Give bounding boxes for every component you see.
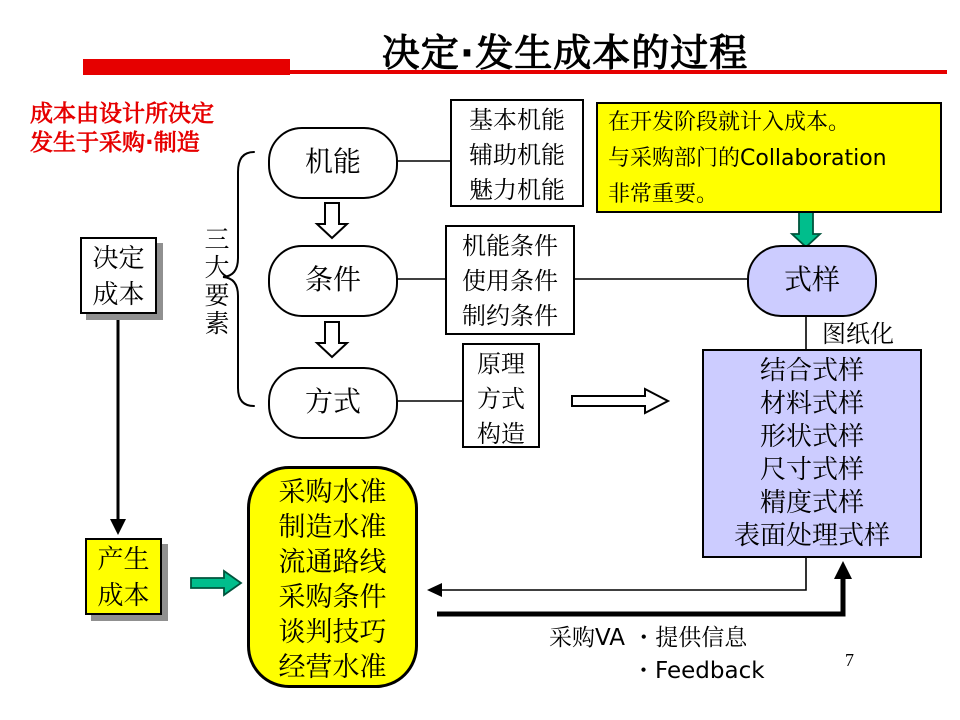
purchase-factors-box (247, 466, 418, 688)
cost-origin-note (30, 100, 214, 158)
spec-list-item: 形状式样 (759, 422, 864, 452)
generate-cost-line2: 成本 (97, 581, 150, 611)
decide-cost-box (80, 237, 157, 314)
purchase-factor-item: 采购条件 (278, 582, 387, 613)
decide-to-generate-arrow (110, 318, 126, 535)
generate-cost-line1: 产生 (97, 545, 150, 575)
function-list-item: 基本机能 (469, 106, 565, 134)
down-arrow-icon (317, 322, 347, 357)
condition-list-item: 制约条件 (462, 302, 558, 330)
cost-origin-note-line1: 成本由设计所决定 (30, 101, 214, 127)
spec-list-item: 尺寸式样 (759, 455, 864, 485)
purchase-factor-item: 采购水准 (278, 477, 387, 508)
spec-list-item: 表面处理式样 (733, 521, 890, 551)
condition-node: 条件 (268, 245, 398, 317)
method-list-item: 原理 (477, 350, 525, 378)
info-left-arrow (427, 558, 806, 597)
title-accent-bar (83, 59, 290, 75)
function-list-item: 辅助机能 (469, 141, 565, 169)
page-title: 决定·发生成本的过程 (381, 31, 749, 75)
right-arrow-icon (572, 389, 668, 413)
purchase-factor-item: 谈判技巧 (278, 617, 387, 648)
condition-list-item: 机能条件 (462, 232, 558, 260)
condition-list-item: 使用条件 (462, 267, 558, 295)
development-note-line1: 在开发阶段就计入成本。 (608, 110, 851, 135)
method-node: 方式 (268, 367, 398, 439)
method-list-box (462, 343, 540, 448)
method-list-item: 方式 (477, 385, 525, 413)
va-note-line1: 采购VA ・提供信息 (549, 625, 748, 651)
va-note-line2: ・Feedback (632, 658, 765, 684)
spec-list-item: 精度式样 (759, 488, 864, 518)
spec-list-item: 结合式样 (759, 356, 864, 386)
three-elements-label: 三大要素 (201, 226, 230, 338)
function-list-item: 魅力机能 (469, 176, 565, 204)
function-list-box (450, 99, 584, 207)
green-down-arrow-icon (792, 212, 820, 247)
purchase-factor-item: 流通路线 (278, 547, 387, 578)
function-node: 机能 (268, 127, 398, 199)
generate-cost-box (85, 538, 162, 615)
purchase-factor-item: 经营水准 (278, 652, 387, 683)
cost-origin-note-line2: 发生于采购·制造 (30, 130, 200, 156)
purchase-factor-item: 制造水准 (278, 512, 387, 543)
development-note-box (596, 102, 942, 213)
spec-node: 式样 (747, 245, 877, 317)
decide-cost-line1: 决定 (92, 244, 145, 274)
feedback-up-arrow (437, 561, 852, 614)
spec-list-item: 材料式样 (759, 389, 864, 419)
decide-cost-line2: 成本 (92, 280, 145, 310)
method-list-item: 构造 (477, 420, 525, 448)
condition-list-box (445, 225, 575, 335)
page-number: 7 (845, 650, 854, 670)
down-arrow-icon (317, 203, 347, 238)
development-note-line3: 非常重要。 (608, 182, 719, 207)
spec-list-box (702, 349, 922, 558)
drawing-label: 图纸化 (822, 320, 894, 348)
green-right-arrow-icon (191, 571, 241, 595)
development-note-line2: 与采购部门的Collaboration (608, 146, 887, 171)
